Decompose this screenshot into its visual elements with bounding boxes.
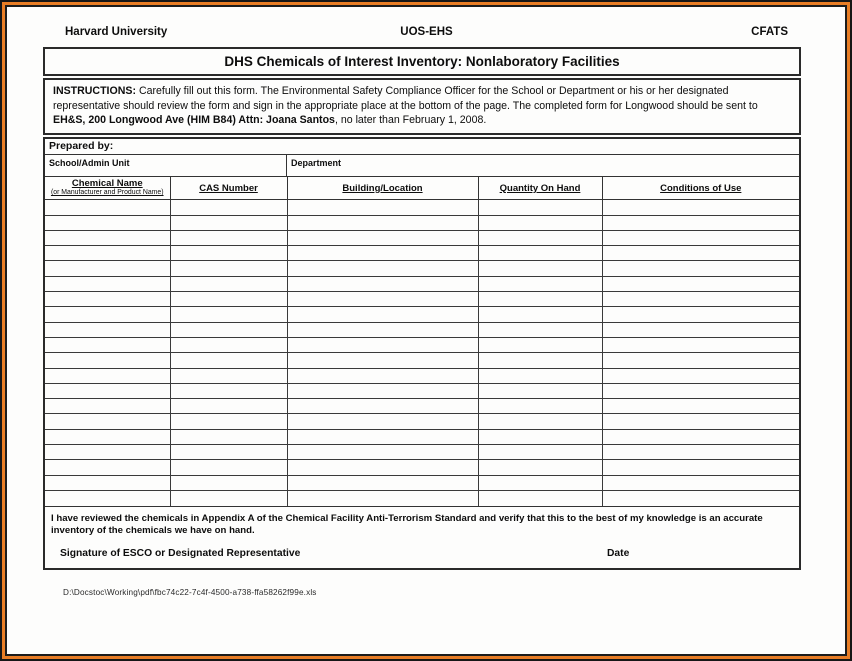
inventory-row: [45, 307, 799, 322]
inventory-cell: [45, 429, 170, 444]
inventory-cell: [602, 445, 799, 460]
inventory-cell: [478, 490, 602, 505]
inventory-cell: [478, 353, 602, 368]
inventory-cell: [287, 322, 478, 337]
inventory-cell: [45, 353, 170, 368]
col-header-quantity-on-hand: Quantity On Hand: [478, 177, 602, 200]
inventory-cell: [478, 460, 602, 475]
inventory-cell: [478, 475, 602, 490]
inventory-cell: [45, 490, 170, 505]
inventory-cell: [478, 261, 602, 276]
inventory-cell: [170, 307, 287, 322]
inventory-cell: [602, 230, 799, 245]
inventory-cell: [287, 490, 478, 505]
inventory-cell: [287, 307, 478, 322]
inventory-cell: [287, 230, 478, 245]
col-header-cas-number: CAS Number: [170, 177, 287, 200]
instructions-label: INSTRUCTIONS:: [53, 85, 136, 97]
inventory-cell: [45, 261, 170, 276]
inventory-row: [45, 337, 799, 352]
inventory-cell: [170, 200, 287, 215]
inventory-header-row: [45, 177, 799, 200]
inventory-cell: [287, 445, 478, 460]
inventory-cell: [287, 475, 478, 490]
inventory-cell: [478, 429, 602, 444]
form-title: DHS Chemicals of Interest Inventory: Nonlaboratory Facilities: [43, 47, 801, 76]
inventory-cell: [602, 200, 799, 215]
inventory-cell: [478, 307, 602, 322]
file-path: D:\Docstoc\Working\pdf\fbc74c22-7c4f-4500-a738-ffa58262f99e.xls: [63, 587, 317, 597]
school-admin-unit-label: School/Admin Unit: [49, 157, 130, 168]
col-header-building-location: Building/Location: [287, 177, 478, 200]
inventory-cell: [170, 383, 287, 398]
inventory-cell: [45, 368, 170, 383]
inventory-cell: [287, 276, 478, 291]
inventory-cell: [602, 383, 799, 398]
inventory-cell: [170, 292, 287, 307]
inventory-cell: [602, 429, 799, 444]
inventory-row: [45, 368, 799, 383]
inventory-cell: [478, 383, 602, 398]
inventory-cell: [170, 215, 287, 230]
inventory-cell: [602, 399, 799, 414]
header-dept-name: UOS-EHS: [400, 26, 453, 38]
inventory-cell: [478, 215, 602, 230]
document-sheet: [5, 5, 847, 656]
inventory-cell: [45, 414, 170, 429]
inventory-cell: [170, 490, 287, 505]
inventory-row: [45, 445, 799, 460]
inventory-cell: [170, 368, 287, 383]
inventory-cell: [287, 261, 478, 276]
col-header-conditions-of-use: Conditions of Use: [602, 177, 799, 200]
inventory-cell: [170, 230, 287, 245]
header-org-name: Harvard University: [65, 26, 168, 38]
inventory-cell: [45, 200, 170, 215]
inventory-cell: [45, 399, 170, 414]
department-field: [287, 155, 799, 176]
inventory-cell: [45, 460, 170, 475]
inventory-cell: [478, 200, 602, 215]
inventory-cell: [478, 246, 602, 261]
inventory-cell: [602, 307, 799, 322]
inventory-cell: [287, 368, 478, 383]
inventory-cell: [478, 276, 602, 291]
inventory-cell: [602, 322, 799, 337]
inventory-cell: [45, 246, 170, 261]
inventory-row: [45, 475, 799, 490]
inventory-cell: [602, 215, 799, 230]
instructions-body: Carefully fill out this form. The Environmental Safety Compliance Officer for the School or Department or his or her designated representative should review the form and sign in the appropriate place at the bottom of the page. The completed form for Longwood should be sent to: [53, 85, 758, 112]
inventory-cell: [602, 414, 799, 429]
inventory-cell: [602, 475, 799, 490]
inventory-row: [45, 322, 799, 337]
verification-statement: I have reviewed the chemicals in Appendix A of the Chemical Facility Anti-Terrorism Standard and verify that this to the best of my knowledge is an accurate inventory of the chemicals we have on hand.: [51, 512, 763, 536]
inventory-row: [45, 429, 799, 444]
inventory-table: [45, 177, 799, 506]
inventory-cell: [478, 230, 602, 245]
inventory-cell: [602, 337, 799, 352]
inventory-cell: [45, 307, 170, 322]
inventory-cell: [45, 230, 170, 245]
inventory-cell: [170, 429, 287, 444]
inventory-cell: [478, 414, 602, 429]
inventory-cell: [170, 337, 287, 352]
inventory-cell: [478, 322, 602, 337]
inventory-cell: [170, 414, 287, 429]
inventory-cell: [287, 337, 478, 352]
inventory-cell: [45, 475, 170, 490]
inventory-row: [45, 490, 799, 505]
org-fields-row: [45, 155, 799, 177]
inventory-cell: [602, 276, 799, 291]
inventory-cell: [45, 337, 170, 352]
instructions-body-end: , no later than February 1, 2008.: [334, 114, 487, 127]
inventory-cell: [602, 490, 799, 505]
inventory-row: [45, 353, 799, 368]
inventory-cell: [45, 292, 170, 307]
inventory-cell: [45, 215, 170, 230]
inventory-cell: [287, 292, 478, 307]
inventory-cell: [478, 337, 602, 352]
inventory-cell: [478, 292, 602, 307]
inventory-cell: [602, 246, 799, 261]
prepared-by-label: Prepared by:: [45, 139, 799, 155]
instructions-box: [43, 78, 801, 135]
inventory-cell: [287, 215, 478, 230]
inventory-cell: [602, 292, 799, 307]
inventory-cell: [478, 399, 602, 414]
inventory-cell: [170, 353, 287, 368]
inventory-cell: [287, 353, 478, 368]
col-header-chemical-name: Chemical Name (or Manufacturer and Product Name): [45, 177, 170, 200]
inventory-row: [45, 399, 799, 414]
inventory-cell: [602, 460, 799, 475]
inventory-cell: [287, 200, 478, 215]
inventory-cell: [287, 399, 478, 414]
inventory-row: [45, 246, 799, 261]
inventory-cell: [287, 414, 478, 429]
inventory-cell: [287, 246, 478, 261]
inventory-cell: [170, 445, 287, 460]
inventory-cell: [170, 261, 287, 276]
instructions-address: EH&S, 200 Longwood Ave (HIM B84) Attn: Joana Santos: [53, 114, 335, 127]
signature-label: Signature of ESCO or Designated Representative: [60, 547, 301, 559]
inventory-cell: [45, 322, 170, 337]
inventory-cell: [170, 399, 287, 414]
inventory-cell: [478, 445, 602, 460]
inventory-cell: [45, 383, 170, 398]
inventory-cell: [45, 445, 170, 460]
inventory-cell: [170, 475, 287, 490]
school-admin-unit-field: [45, 155, 287, 176]
signature-section: [45, 506, 799, 568]
inventory-row: [45, 215, 799, 230]
inventory-row: [45, 383, 799, 398]
inventory-cell: [478, 368, 602, 383]
inventory-cell: [287, 460, 478, 475]
inventory-form: [43, 137, 801, 570]
inventory-cell: [170, 246, 287, 261]
inventory-cell: [602, 353, 799, 368]
inventory-cell: [287, 429, 478, 444]
inventory-cell: [602, 368, 799, 383]
inventory-cell: [170, 460, 287, 475]
inventory-row: [45, 414, 799, 429]
header-program-name: CFATS: [751, 26, 788, 38]
date-label: Date: [607, 547, 630, 559]
inventory-row: [45, 292, 799, 307]
inventory-cell: [287, 383, 478, 398]
inventory-row: [45, 200, 799, 215]
inventory-row: [45, 230, 799, 245]
inventory-row: [45, 460, 799, 475]
document-header: [65, 26, 788, 42]
inventory-row: [45, 276, 799, 291]
inventory-row: [45, 261, 799, 276]
department-label: Department: [291, 157, 342, 168]
inventory-cell: [170, 276, 287, 291]
inventory-cell: [45, 276, 170, 291]
inventory-cell: [170, 322, 287, 337]
inventory-cell: [602, 261, 799, 276]
